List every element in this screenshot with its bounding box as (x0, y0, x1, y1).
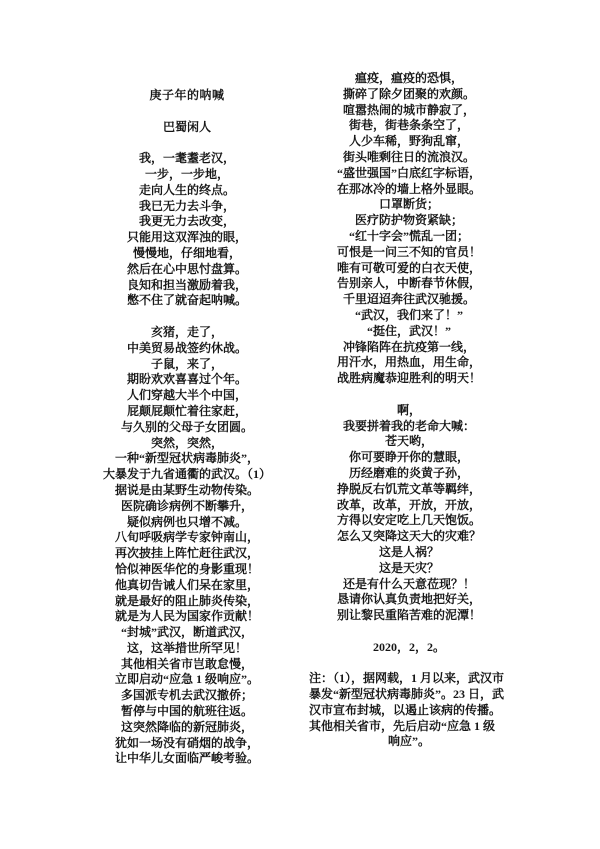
poem-line: 这是天灾？ (378, 560, 439, 575)
poem-line: 犹如一场没有硝烟的战争， (114, 735, 259, 750)
poem-title: 庚子年的呐喊 (149, 88, 225, 102)
poem-line: “挺住，武汉！” (366, 323, 451, 338)
footnote-line: 汉市宣布封城，以遏止该病的传播。 (309, 702, 502, 717)
footnote-line: 响应”。 (387, 734, 430, 749)
poem-line: 再次披挂上阵忙赶往武汉， (114, 546, 259, 561)
poem-line: 撕碎了除夕团聚的欢颜。 (342, 86, 475, 101)
poem-line: 暂停与中国的航班往返。 (120, 704, 253, 719)
poem-line: 立即启动“应急 1 级响应”。 (114, 672, 259, 687)
poem-line: 一种“新型冠状病毒肺炎”， (114, 451, 259, 466)
poem-body-left (47, 151, 327, 767)
poem-line: 喧嚣热闹的城市静寂了， (342, 102, 475, 117)
poem-left-column (47, 88, 327, 767)
poem-line: “红十字会”慌乱一团； (348, 228, 469, 243)
poem-line: 街巷，街巷条条空了， (348, 118, 469, 133)
poem-line: 慢慢地，仔细地看， (132, 245, 241, 260)
poem-date: 2020，2，2。 (372, 639, 445, 654)
poem-line: 只能用这双浑浊的眼， (126, 230, 247, 245)
poem-line: 用汗水，用热血，用生命， (336, 355, 481, 370)
poem-line: 中美贸易战签约休战。 (126, 340, 247, 355)
poem-line: 良知和担当激励着我， (126, 277, 247, 292)
poem-line: 可恨是一问三不知的官员！ (336, 244, 481, 259)
footnote-line: 其他相关省市，先后启动“应急 1 级 (309, 718, 496, 733)
poem-line: 就是最好的阻止肺炎传染， (114, 593, 259, 608)
poem-line: 恳请你认真负责地把好关， (336, 592, 481, 607)
blank-line (47, 135, 327, 151)
poem-line: 啊， (396, 402, 421, 417)
poem-line: 医疗防护物资紧缺； (354, 213, 463, 228)
poem-line: 就是为人民为国家作贡献！ (114, 609, 259, 624)
poem-line: 这是人祸？ (378, 544, 439, 559)
poem-line: 医院确诊病例不断攀升， (120, 498, 253, 513)
poem-line: 历经磨难的炎黄子孙， (348, 465, 469, 480)
blank-line (47, 309, 327, 325)
poem-line: 人们穿越大半个中国， (126, 388, 247, 403)
poem-line: 多国派专机去武汉撤侨； (120, 688, 253, 703)
poem-line: 瘟疫，瘟疫的恐惧， (354, 71, 463, 85)
poem-line: 期盼欢欢喜喜过个年。 (126, 372, 247, 387)
poem-line: 子鼠，来了， (150, 356, 223, 371)
blank-line (309, 624, 509, 640)
poem-line: 街头唯剩往日的流浪汉。 (342, 149, 475, 164)
poem-line: 我更无力去改变， (138, 214, 235, 229)
poem-line: 疑似病例也只增不减。 (126, 514, 247, 529)
poem-line: 我，一耄耋老汉， (138, 151, 235, 166)
poem-line: 突然，突然， (150, 435, 223, 450)
poem-line: 人少车稀，野狗乱窜， (348, 134, 469, 149)
poem-line: 千里迢迢奔往武汉驰援。 (342, 292, 475, 307)
poem-line: “封城”武汉，断道武汉， (120, 625, 253, 640)
poem-line: 八旬呼吸病学专家钟南山， (114, 530, 259, 545)
poem-line: 让中华儿女面临严峻考验。 (114, 751, 259, 766)
poem-line: 大暴发于九省通衢的武汉。（1） (102, 467, 271, 482)
poem-line: 这突然降临的新冠肺炎， (120, 719, 253, 734)
poem-line: 改革，改革，开放，开放， (336, 497, 481, 512)
poem-line: 屁颠屁颠忙着往家赶， (126, 403, 247, 418)
poem-line: 你可要睁开你的慧眼， (348, 450, 469, 465)
footnote-line: 注：（1），据网载，1 月以来，武汉市 (309, 671, 505, 686)
footnote-line: 暴发“新型冠状病毒肺炎”。23 日，武 (309, 687, 505, 702)
poem-line: 在那冰冷的墙上格外显眼。 (336, 181, 481, 196)
poem-line: 苍天哟， (384, 434, 433, 449)
blank-line (309, 387, 509, 403)
poem-line: 他真切告诫人们呆在家里， (114, 577, 259, 592)
poem-line: 我要拼着我的老命大喊： (342, 418, 475, 433)
poem-line: 然后在心中思忖盘算。 (126, 261, 247, 276)
poem-line: 恰似神医华佗的身影重现！ (114, 561, 259, 576)
poem-line: 方得以安定吃上几天饱饭。 (336, 513, 481, 528)
poem-line: 与久别的父母子女团圆。 (120, 419, 253, 434)
poem-body-right (309, 71, 509, 624)
poem-line: 战胜病魔恭迎胜利的明天！ (336, 371, 481, 386)
poem-line: 其他相关省市岂敢怠慢， (120, 656, 253, 671)
poem-line: 亥猪，走了， (150, 324, 223, 339)
poem-line: 唯有可敬可爱的白衣天使， (336, 260, 481, 275)
poem-line: “武汉，我们来了！” (354, 307, 463, 322)
poem-line: 这，这举措世所罕见！ (126, 640, 247, 655)
poem-line: 走向人生的终点。 (138, 182, 235, 197)
poem-line: 还是有什么天意莅现？！ (342, 576, 475, 591)
poem-line: 我已无力去斗争， (138, 198, 235, 213)
poem-line: 据说是由某野生动物传染。 (114, 482, 259, 497)
blank-line (309, 655, 509, 671)
poem-line: 口罩断货； (378, 197, 439, 212)
blank-line (47, 104, 327, 120)
poem-line: 一步，一步地， (144, 166, 229, 181)
poem-line: 挣脱反右饥荒文革等羁绊， (336, 481, 481, 496)
poem-line: 冲锋陷阵在抗疫第一线， (342, 339, 475, 354)
poem-line: 告别亲人，中断春节休假， (336, 276, 481, 291)
poem-footnote (309, 671, 509, 750)
poem-line: 别让黎民重陷苦难的泥潭！ (336, 608, 481, 623)
poem-line: 憋不住了就奋起呐喊。 (126, 293, 247, 308)
poem-line: 怎么又突降这天大的灾难？ (336, 529, 481, 544)
poem-author: 巴蜀闲人 (162, 119, 211, 134)
poem-line: “盛世强国”白底红字标语， (336, 165, 481, 180)
poem-right-column (309, 71, 509, 750)
